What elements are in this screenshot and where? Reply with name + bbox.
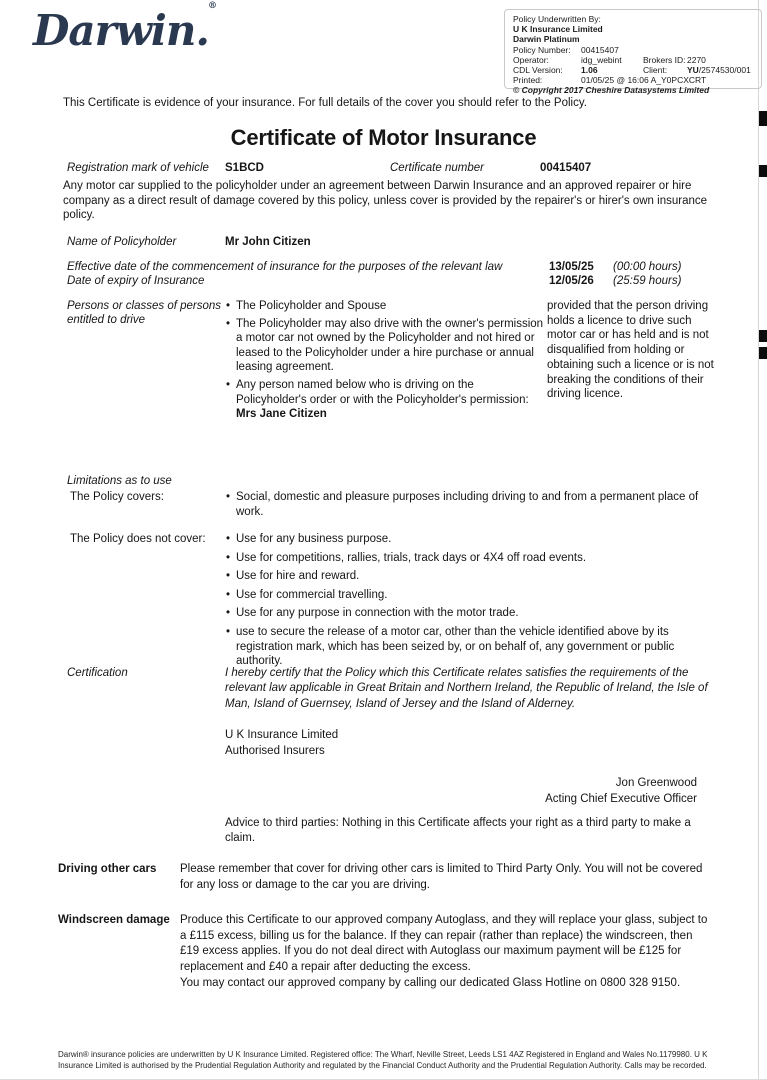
page-title: Certificate of Motor Insurance <box>230 125 537 150</box>
not-cover-bullet: • Use for commercial travelling. <box>225 588 713 603</box>
effective-date-label: Effective date of the commencement of insurance for the purposes of the relevant law <box>67 261 503 273</box>
policy-covers-list <box>225 490 713 522</box>
policy-number-label: Policy Number: <box>513 44 571 55</box>
policy-not-cover-row <box>70 532 713 673</box>
policyholder-name: Mr John Citizen <box>225 236 311 248</box>
printed-label: Printed: <box>513 75 543 86</box>
policy-info-box <box>504 9 762 96</box>
persons-entitled-label: Persons or classes of persons entitled to drive <box>67 300 222 327</box>
driving-other-cars-section <box>58 862 713 893</box>
not-cover-bullet: • Use for any business purpose. <box>225 532 713 547</box>
policyholder-label: Name of Policyholder <box>67 236 177 248</box>
policy-covers-label: The Policy covers: <box>70 491 164 503</box>
named-driver: Mrs Jane Citizen <box>236 408 327 421</box>
persons-entitled-section <box>67 299 715 425</box>
insurer-role: Authorised Insurers <box>225 744 325 757</box>
underwriter-name: U K Insurance Limited <box>513 24 603 35</box>
cdl-version-value: 1.06 <box>581 64 598 75</box>
effective-date-value: 13/05/25 <box>549 261 594 273</box>
brokers-id-label: Brokers ID: <box>643 54 686 65</box>
scan-mark <box>759 330 767 342</box>
windscreen-damage-text: Produce this Certificate to our approved company Autoglass, and they will replace your glass, subject to a £115 excess, billing us for the balance. If they can repair (rather than replace) the windscreen, then £19 excess applies. If you do not deal direct with Autoglass our maximum payment will be £125 for replacement and £40 a repair after deducting the excess. You may contact our approved company by calling our dedicated Glass Hotline on 0800 328 9150. <box>180 913 713 991</box>
covers-bullet: • Social, domestic and pleasure purposes including driving to and from a permanent place of work. <box>225 490 713 519</box>
courtesy-car-note: Any motor car supplied to the policyholder under an agreement between Darwin Insurance and an approved repairer or hire company as a direct result of damage covered by this policy, unless cover is provided by the repairer's or hirer's own insurance policy. <box>63 180 708 222</box>
insurance-dates <box>67 260 713 289</box>
certification-label: Certification <box>67 667 128 679</box>
registration-mark-value: S1BCD <box>225 162 264 174</box>
operator-value: idg_webint <box>581 54 622 65</box>
drive-bullet: • The Policyholder may also drive with the owner's permission a motor car not owned by the Policyholder and not hired or leased to the Policyholder under a hire purchase or annual leasing agreement. <box>225 317 545 375</box>
certificate-number-label: Certificate number <box>390 162 484 174</box>
certification-section <box>67 666 713 759</box>
authorised-insurer-block <box>225 727 713 759</box>
legal-footer: Darwin® insurance policies are underwritten by U K Insurance Limited. Registered office: The Wharf, Neville Street, Leeds LS1 4AZ Registered in England and Wales No.1179980. U K Insurance Limited is authorised by the Prudential Regulation Authority and regulated by the Financial Conduct Authority and the Prudential Regulation Authority. Calls may be recorded. <box>58 1050 708 1071</box>
driving-other-cars-label: Driving other cars <box>58 863 157 875</box>
certification-statement: I hereby certify that the Policy which this Certificate relates satisfies the requirements of the relevant law applicable in Great Britain and Northern Ireland, the Republic of Ireland, the Isle of Man, Island of Guernsey, Island of Jersey and the Island of Alderney. <box>225 667 708 710</box>
drive-bullet: • Any person named below who is driving on the Policyholder's order or with the Policyholder's permission: Mrs Jane Citizen <box>225 378 545 422</box>
windscreen-damage-section <box>58 913 713 991</box>
drive-bullet: • The Policyholder and Spouse <box>225 299 545 314</box>
client-value: YU/2574530/001 <box>687 64 751 75</box>
registration-row <box>67 161 713 175</box>
copyright-line: © Copyright 2017 Cheshire Datasystems Limited <box>513 85 710 96</box>
product-name: Darwin Platinum <box>513 34 580 45</box>
licence-proviso: provided that the person driving holds a licence to drive such motor car or has held and is not disqualified from holding or obtaining such a licence or is not breaking the conditions of their driving licence. <box>547 300 714 401</box>
third-party-advice: Advice to third parties: Nothing in this Certificate affects your right as a third party to make a claim. <box>225 817 691 844</box>
scan-mark <box>759 165 767 177</box>
brokers-id-value: 2270 <box>687 54 706 65</box>
expiry-date-label: Date of expiry of Insurance <box>67 275 205 288</box>
certificate-intro: This Certificate is evidence of your insurance. For full details of the cover you should refer to the Policy. <box>63 97 587 109</box>
underwritten-by-label: Policy Underwritten By: <box>513 14 601 24</box>
not-cover-bullet: • use to secure the release of a motor car, other than the vehicle identified above by its registration mark, which has been seized by, or on behalf of, any government or public authority. <box>225 625 713 669</box>
glass-hotline-text: You may contact our approved company by calling our dedicated Glass Hotline on 0800 328 9150. <box>180 976 681 989</box>
client-label: Client: <box>643 64 668 75</box>
operator-label: Operator: <box>513 54 549 65</box>
signatory-name: Jon Greenwood <box>615 777 697 789</box>
policy-not-cover-list <box>225 532 713 673</box>
registration-mark-label: Registration mark of vehicle <box>67 162 209 174</box>
printed-value: 01/05/25 @ 16:06 A_Y0PCXCRT <box>581 75 707 86</box>
effective-hours: (00:00 hours) <box>613 261 682 273</box>
cdl-version-label: CDL Version: <box>513 64 563 75</box>
persons-entitled-list <box>225 299 545 425</box>
expiry-hours: (25:59 hours) <box>613 275 682 288</box>
registered-trademark-icon: ® <box>208 1 218 11</box>
certificate-number-value: 00415407 <box>540 162 592 174</box>
insurer-name: U K Insurance Limited <box>225 728 339 741</box>
not-cover-bullet: • Use for any purpose in connection with the motor trade. <box>225 606 713 621</box>
darwin-logo <box>33 1 218 55</box>
not-cover-bullet: • Use for competitions, rallies, trials, track days or 4X4 off road events. <box>225 551 713 566</box>
not-cover-bullet: • Use for hire and reward. <box>225 569 713 584</box>
expiry-date-value: 12/05/26 <box>549 275 594 288</box>
limitations-heading: Limitations as to use <box>67 475 172 487</box>
signatory-title: Acting Chief Executive Officer <box>545 793 697 806</box>
scan-mark <box>759 347 767 359</box>
signature-block <box>545 775 697 807</box>
policyholder-row <box>67 235 713 249</box>
policy-not-cover-label: The Policy does not cover: <box>70 533 206 545</box>
darwin-logo-text: Darwin. <box>33 6 210 55</box>
policy-number-value: 00415407 <box>581 44 619 55</box>
page-edge-line <box>758 0 759 1080</box>
windscreen-damage-label: Windscreen damage <box>58 914 170 926</box>
driving-other-cars-text: Please remember that cover for driving other cars is limited to Third Party Only. You will not be covered for any loss or damage to the car you are driving. <box>180 863 703 891</box>
policy-covers-row <box>70 490 713 522</box>
